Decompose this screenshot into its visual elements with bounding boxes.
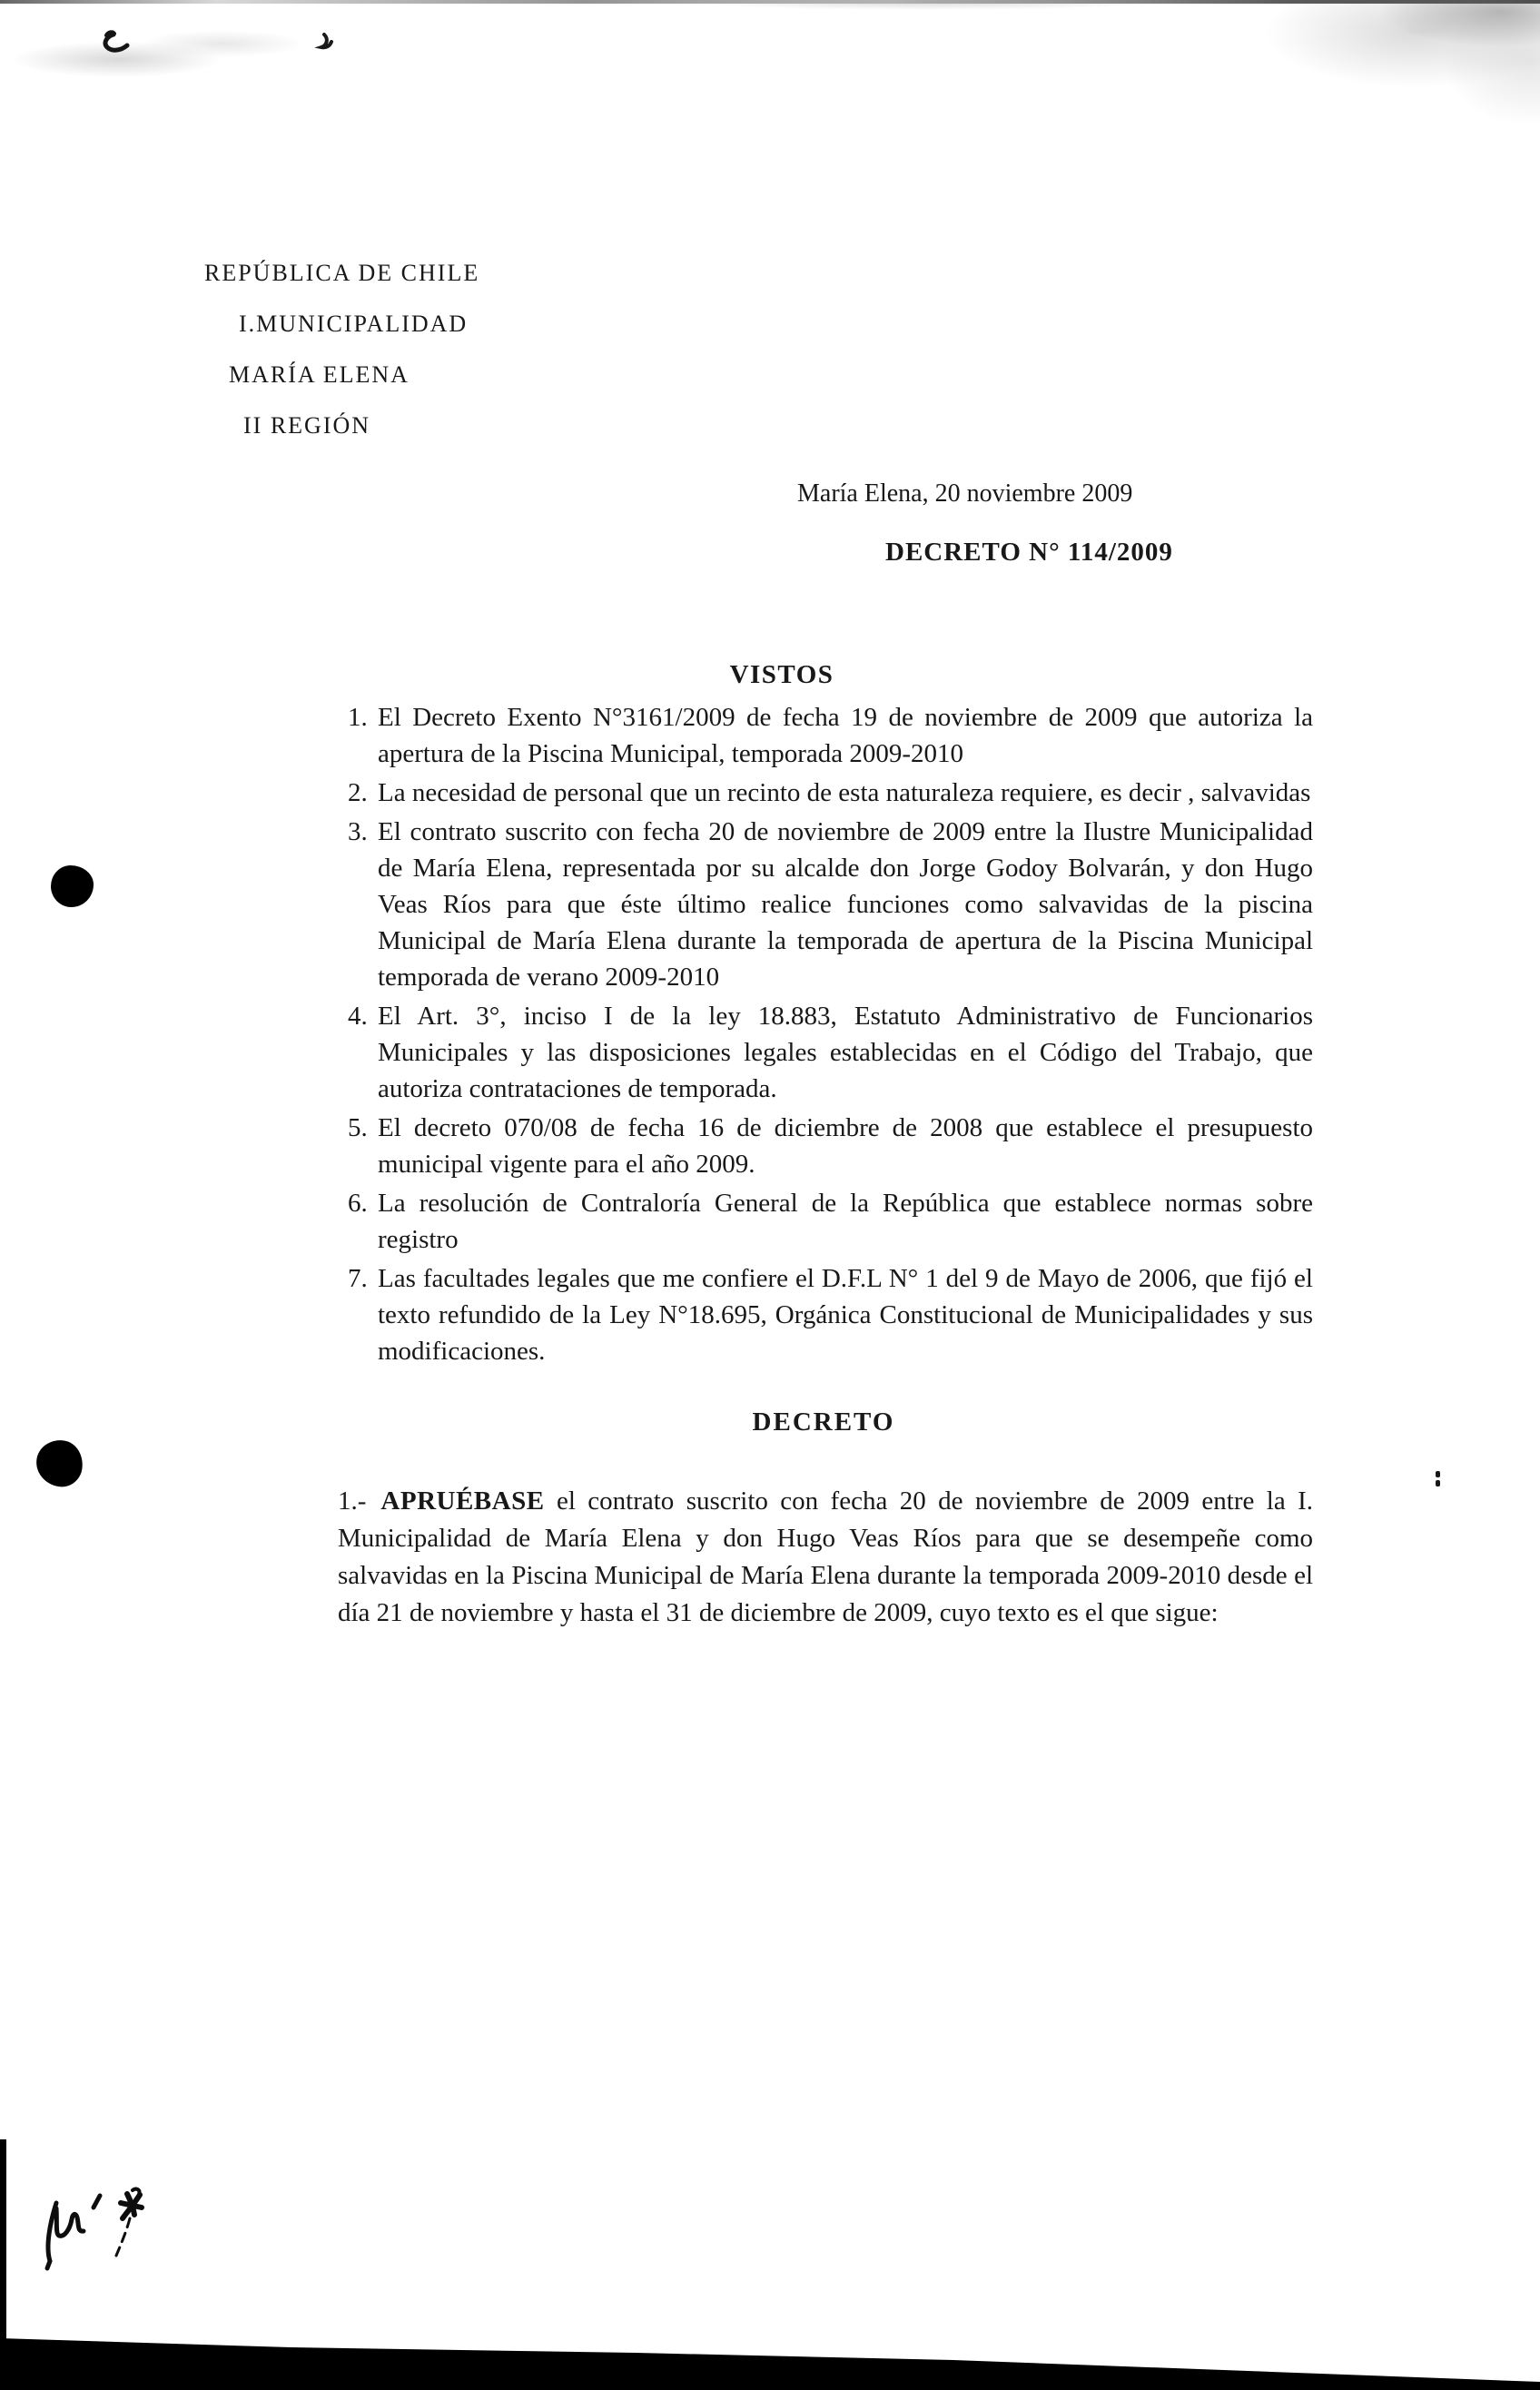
vistos-item-3: 3. El contrato suscrito con fecha 20 de noviembre de 2009 entre la Ilustre Municipalidad de María Elena, representada por su alcalde don Jorge Godoy Bolvarán, y don Hugo Veas Ríos para que éste último realice funciones como salvavidas de la piscina Municipal de María Elena durante la temporada de apertura de la Piscina Municipal temporada de verano 2009-2010	[374, 814, 1313, 995]
decreto-item-number: 1.-	[338, 1486, 367, 1516]
letterhead	[204, 260, 479, 463]
handwritten-initials-icon	[36, 2178, 163, 2282]
decreto-heading: DECRETO	[752, 1407, 895, 1437]
decreto-keyword-apruebase: APRUÉBASE	[380, 1486, 545, 1516]
decreto-paragraph-text: el contrato suscrito con fecha 20 de noviembre de 2009 entre la I. Municipalidad de María Elena y don Hugo Veas Ríos para que se desempeñe como salvavidas en la Piscina Municipal de María Elena durante la temporada 2009-2010 desde el día 21 de noviembre y hasta el 31 de diciembre de 2009, cuyo texto es el que sigue:	[338, 1486, 1313, 1627]
letterhead-line-region: II REGIÓN	[243, 412, 371, 439]
vistos-item-4: 4. El Art. 3°, inciso I de la ley 18.883, Estatuto Administrativo de Funcionarios Municipales y las disposiciones legales establecidas en el Código del Trabajo, que autoriza contrataciones de temporada.	[374, 998, 1313, 1107]
letterhead-line-municipality: I.MUNICIPALIDAD	[239, 311, 469, 337]
decreto-paragraph	[338, 1483, 1313, 1632]
vistos-item-5: 5. El decreto 070/08 de fecha 16 de diciembre de 2008 que establece el presupuesto municipal vigente para el año 2009.	[374, 1110, 1313, 1182]
vistos-item-2: 2. La necesidad de personal que un recinto de esta naturaleza requiere, es decir , salvavidas	[374, 775, 1313, 811]
vistos-heading: VISTOS	[729, 660, 834, 689]
scan-edge-bottom	[0, 2317, 1540, 2390]
vistos-item-6: 6. La resolución de Contraloría General de la República que establece normas sobre registro	[374, 1185, 1313, 1258]
stray-ink-scribble-icon	[86, 24, 359, 64]
vistos-item-7: 7. Las facultades legales que me confiere el D.F.L N° 1 del 9 de Mayo de 2006, que fijó el texto refundido de la Ley N°18.695, Orgánica Constitucional de Municipalidades y sus modificaciones.	[374, 1260, 1313, 1369]
scan-noise-top-middle	[581, 0, 1271, 18]
vistos-item-1: 1. El Decreto Exento N°3161/2009 de fecha 19 de noviembre de 2009 que autoriza la apertura de la Piscina Municipal, temporada 2009-2010	[374, 699, 1313, 772]
vistos-list	[334, 699, 1313, 1369]
stray-ink-mark	[1436, 1471, 1440, 1477]
punch-hole-mark-upper	[51, 865, 94, 907]
dateline: María Elena, 20 noviembre 2009	[797, 479, 1133, 508]
decree-body	[334, 660, 1313, 1632]
scan-noise-top-right	[1213, 0, 1540, 145]
letterhead-line-commune: MARÍA ELENA	[229, 361, 410, 388]
letterhead-line-republic: REPÚBLICA DE CHILE	[204, 260, 480, 286]
decree-number: DECRETO N° 114/2009	[885, 538, 1173, 567]
punch-hole-mark-lower	[34, 1437, 86, 1490]
